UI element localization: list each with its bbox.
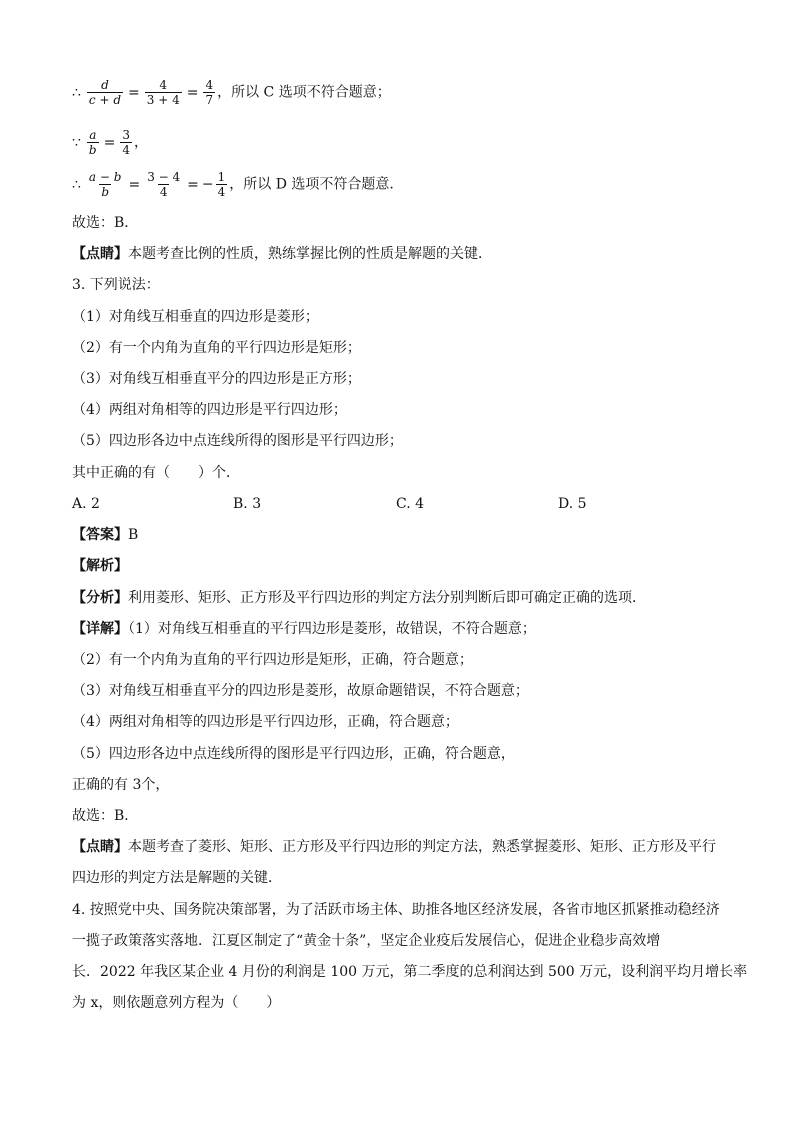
- statement-item: （2）有一个内角为直角的平行四边形是矩形；: [72, 340, 361, 356]
- fraction: $\frac{d}{c + d}$: [88, 78, 122, 107]
- analysis-line: 【分析】利用菱形、矩形、正方形及平行四边形的判定方法分别判断后即可确定正确的选项．: [72, 590, 646, 606]
- detail-item: （3）对角线互相垂直平分的四边形是菱形，故原命题错误，不符合题意；: [72, 683, 529, 699]
- detail-item: （2）有一个内角为直角的平行四边形是矩形，正确，符合题意；: [72, 652, 473, 668]
- answer-choice: 故选：B．: [72, 215, 139, 231]
- equation-tail: ，: [133, 134, 148, 151]
- statement-item: （3）对角线互相垂直平分的四边形是正方形；: [72, 371, 361, 387]
- question-ask: 其中正确的有（ ）个．: [72, 465, 240, 481]
- option-a: A. 2: [72, 496, 100, 512]
- fraction: $\frac{a}{b}$: [88, 128, 97, 157]
- question-4-line-3: 长．2022 年我区某企业 4 月份的利润是 100 万元，第二季度的总利润达到 500 万元，设利润平均月增长率: [72, 964, 748, 980]
- equation-tail: ，所以 D 选项不符合题意.: [229, 176, 394, 193]
- equation-tail: ，所以 C 选项不符合题意；: [217, 84, 391, 101]
- answer-line: [72, 525, 138, 545]
- comment-tag: 【点睛】: [72, 839, 128, 855]
- question-stem: 3. 下列说法：: [72, 277, 160, 293]
- fraction: $\frac{3}{4}$: [122, 128, 130, 157]
- comment-tag: 【点睛】: [72, 246, 128, 262]
- fenxi-tag: 【分析】: [72, 590, 128, 606]
- equation-line-1: ∴ $\frac{d}{c + d}$ = $\frac{4}{3 + 4}$ = $\frac{4}{7}$ ，所以 C 选项不符合题意；: [72, 78, 391, 107]
- fraction: $\frac{1}{4}$: [217, 170, 226, 199]
- answer-value: B: [128, 527, 139, 543]
- because-symbol: ∵: [72, 134, 81, 151]
- therefore-symbol: ∴: [72, 84, 81, 101]
- fraction: $\frac{a - b}{b}$: [88, 170, 122, 199]
- detail-item: （5）四边形各边中点连线所得的图形是平行四边形，正确，符合题意，: [72, 746, 515, 762]
- detail-item: （4）两组对角相等的四边形是平行四边形，正确，符合题意；: [72, 714, 459, 730]
- comment-continuation: 四边形的判定方法是解题的关键．: [72, 870, 282, 886]
- detail-tag: 【详解】: [72, 621, 128, 637]
- question-4-line-2: 一揽子政策落实落地．江夏区制定了“黄金十条”，坚定企业疫后发展信心，促进企业稳步高效增: [72, 933, 661, 949]
- statement-item: （4）两组对角相等的四边形是平行四边形；: [72, 402, 347, 418]
- option-d: D. 5: [558, 496, 587, 512]
- statement-item: （5）四边形各边中点连线所得的图形是平行四边形；: [72, 433, 403, 449]
- fraction: $\frac{4}{7}$: [205, 78, 214, 107]
- fraction: $\frac{3 - 4}{4}$: [147, 170, 181, 199]
- question-4-line-4: 为 x，则依题意列方程为（ ）: [72, 995, 281, 1011]
- equation-line-3: ∴ $\frac{a - b}{b}$ = $\frac{3 - 4}{4}$ = − $\frac{1}{4}$ ，所以 D 选项不符合题意.: [72, 170, 394, 199]
- option-c: C. 4: [396, 496, 425, 512]
- therefore-symbol: ∴: [72, 176, 81, 193]
- minus-sign: −: [201, 176, 214, 193]
- comment-paragraph: 【点睛】本题考查比例的性质，熟练掌握比例的性质是解题的关键．: [72, 246, 492, 262]
- analysis-tag: 【解析】: [72, 558, 128, 574]
- answer-choice: 故选：B．: [72, 808, 139, 824]
- comment-paragraph: 【点睛】本题考查了菱形、矩形、正方形及平行四边形的判定方法，熟悉掌握菱形、矩形、正方形及平行: [72, 839, 716, 855]
- statement-item: （1）对角线互相垂直的四边形是菱形；: [72, 309, 319, 325]
- question-4-line-1: 4. 按照党中央、国务院决策部署，为了活跃市场主体、助推各地区经济发展，各省市地区抓紧推动稳经济: [72, 902, 720, 918]
- correct-count: 正确的有 3个，: [72, 777, 170, 793]
- equation-line-2: ∵ $\frac{a}{b}$ = $\frac{3}{4}$ ，: [72, 128, 148, 157]
- fraction: $\frac{4}{3 + 4}$: [146, 78, 180, 107]
- answer-tag: 【答案】: [72, 527, 128, 543]
- option-b: B. 3: [233, 496, 262, 512]
- detail-line: 【详解】（1）对角线互相垂直的平行四边形是菱形，故错误，不符合题意；: [72, 621, 536, 637]
